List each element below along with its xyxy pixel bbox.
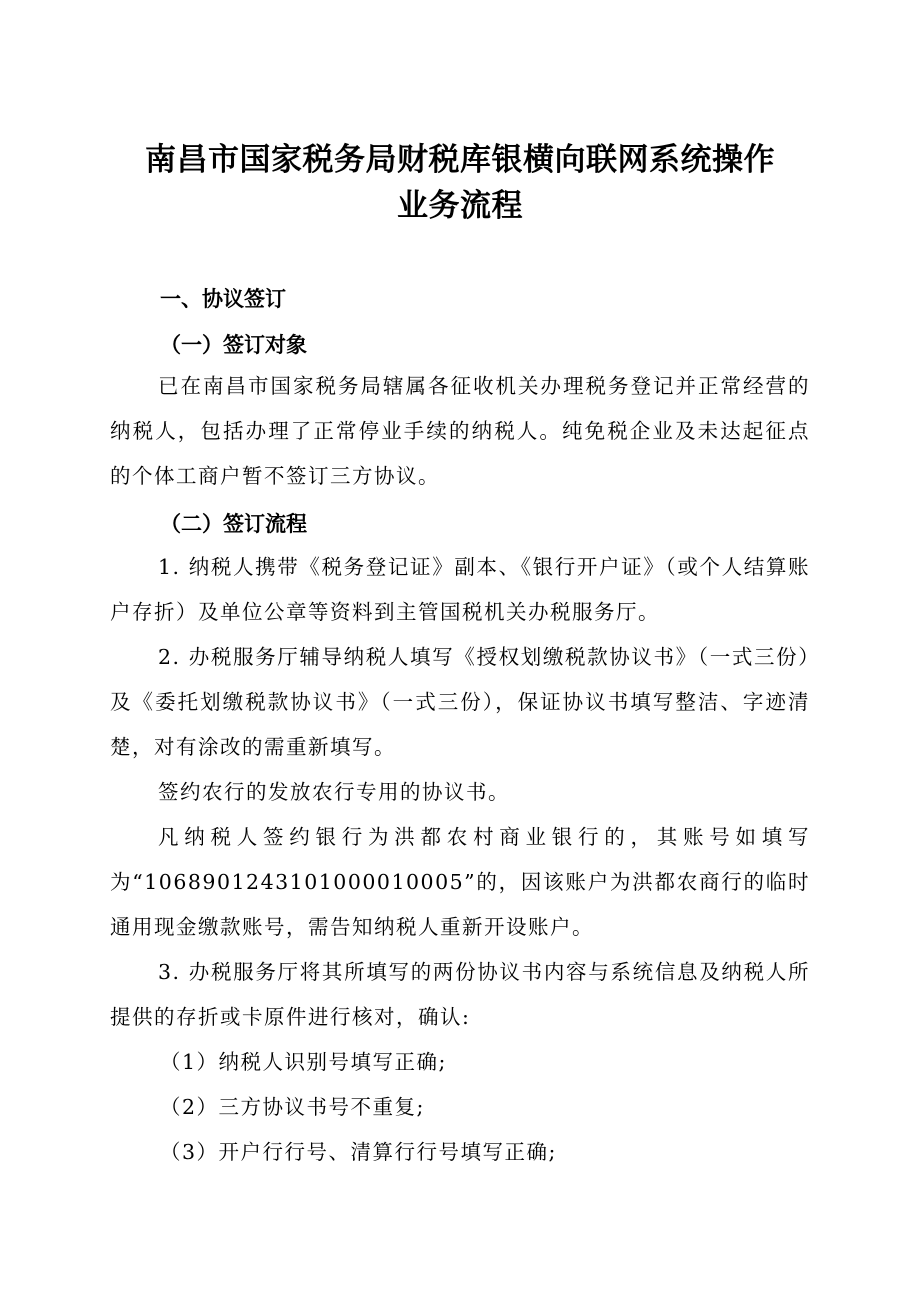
document-title-line-2: 业务流程 xyxy=(397,188,523,224)
paragraph-step-1: 1. 纳税人携带《税务登记证》副本、《银行开户证》（或个人结算账户存折）及单位公章等资料到主管国税机关办税服务厅。 xyxy=(110,555,810,624)
paragraph-step-3: 3. 办税服务厅将其所填写的两份协议书内容与系统信息及纳税人所提供的存折或卡原件进行核对，确认: xyxy=(110,960,810,1029)
paragraph-hongdu-account-note: 凡纳税人签约银行为洪都农村商业银行的，其账号如填写为“106890124310100001000​5”的，因该账户为洪都农商行的临时通用现金缴款账号，需告知纳税人重新开设账户。 xyxy=(110,825,810,939)
section-heading-agreement-signing: 一、协议签订 xyxy=(160,287,286,311)
paragraph-abc-note: 签约农行的发放农行专用的协议书。 xyxy=(158,780,510,804)
paragraph-signing-targets: 已在南昌市国家税务局辖属各征收机关办理税务登记并正常经营的纳税人，包括办理了正常停业手续的纳税人。纯免税企业及未达起征点的个体工商户暂不签订三方协议。 xyxy=(110,374,810,488)
check-item-2: （2）三方协议书号不重复; xyxy=(160,1095,425,1119)
check-item-1: （1）纳税人识别号填写正确; xyxy=(160,1050,447,1074)
paragraph-step-2: 2. 办税服务厅辅导纳税人填写《授权划缴税款协议书》（一式三份）及《委托划缴税款协议书》（一式三份），保证协议书填写整洁、字迹清楚，对有涂改的需重新填写。 xyxy=(110,645,810,759)
document-title-line-1: 南昌市国家税务局财税库银横向联网系统操作 xyxy=(145,142,775,178)
check-item-3: （3）开户行行号、清算行行号填写正确; xyxy=(160,1140,557,1164)
subsection-heading-signing-process: （二）签订流程 xyxy=(160,512,307,536)
subsection-heading-signing-targets: （一）签订对象 xyxy=(160,333,307,357)
